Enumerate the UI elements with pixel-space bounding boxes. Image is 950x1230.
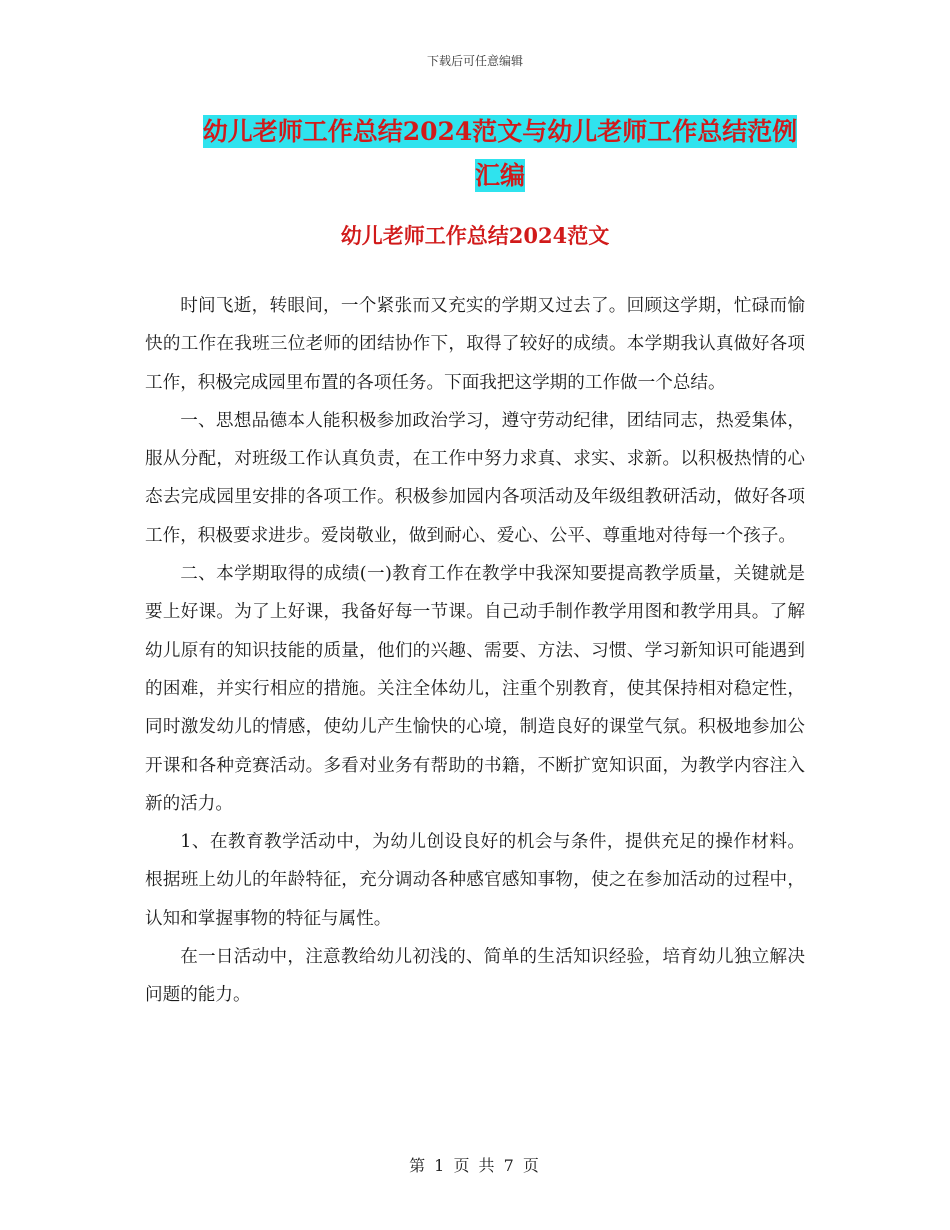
- paragraph: 一、思想品德本人能积极参加政治学习，遵守劳动纪律，团结同志，热爱集体，服从分配，对班级工作认真负责，在工作中努力求真、求实、求新。以积极热情的心态去完成园里安排的各项工作。积极参加园内各项活动及年级组教研活动，做好各项工作，积极要求进步。爱岗敬业，做到耐心、爱心、公平、尊重地对待每一个孩子。: [145, 410, 805, 546]
- section-title: 幼儿老师工作总结2024范文: [340, 223, 610, 248]
- body-text: [145, 287, 805, 1015]
- header-note: 下载后可任意编辑: [426, 54, 523, 68]
- title-line-1: 幼儿老师工作总结2024范文与幼儿老师工作总结范例: [202, 117, 798, 146]
- document-title: [140, 110, 860, 198]
- paragraph: 在一日活动中，注意教给幼儿初浅的、简单的生活知识经验，培育幼儿独立解决问题的能力。: [145, 947, 805, 1006]
- paragraph: 1、在教育教学活动中，为幼儿创设良好的机会与条件，提供充足的操作材料。根据班上幼儿的年龄特征，充分调动各种感官感知事物，使之在参加活动的过程中，认知和掌握事物的特征与属性。: [145, 832, 805, 929]
- paragraph: 时间飞逝，转眼间，一个紧张而又充实的学期又过去了。回顾这学期，忙碌而愉快的工作在我班三位老师的团结协作下，取得了较好的成绩。本学期我认真做好各项工作，积极完成园里布置的各项任务。下面我把这学期的工作做一个总结。: [145, 296, 805, 393]
- title-line-2: 汇编: [474, 161, 525, 190]
- paragraph: 二、本学期取得的成绩(一)教育工作在教学中我深知要提高教学质量，关键就是要上好课。为了上好课，我备好每一节课。自己动手制作教学用图和教学用具。了解幼儿原有的知识技能的质量，他们的兴趣、需要、方法、习惯、学习新知识可能遇到的困难，并实行相应的措施。关注全体幼儿，注重个别教育，使其保持相对稳定性，同时激发幼儿的情感，使幼儿产生愉快的心境，制造良好的课堂气氛。积极地参加公开课和各种竞赛活动。多看对业务有帮助的书籍，不断扩宽知识面，为教学内容注入新的活力。: [145, 564, 805, 814]
- page-number: 第 1 页 共 7 页: [409, 1156, 541, 1175]
